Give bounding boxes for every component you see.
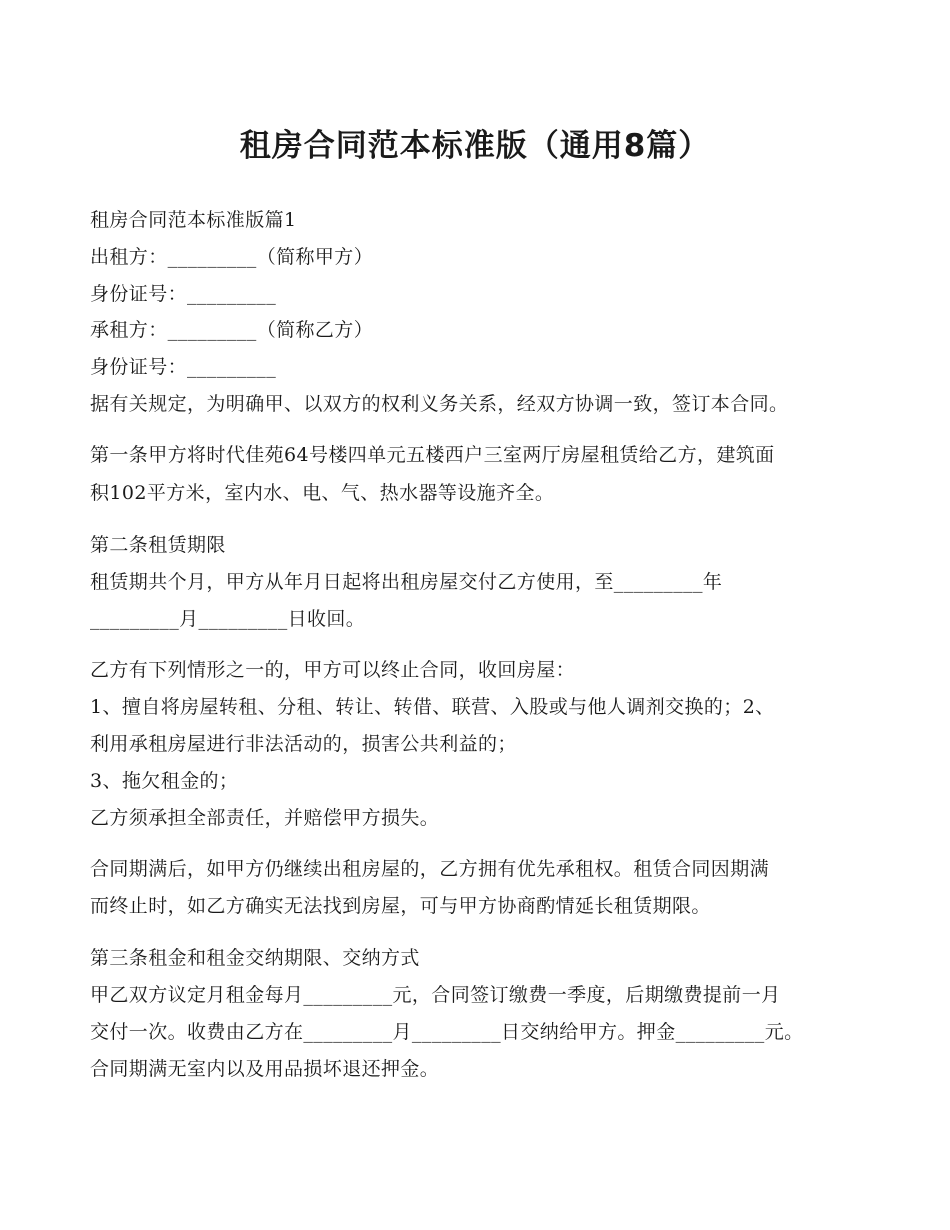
article-2-line-1: 租赁期共个月，甲方从年月日起将出租房屋交付乙方使用，至_________年 bbox=[90, 571, 723, 593]
lessor-line: 出租方：_________（简称甲方） bbox=[90, 246, 374, 268]
article-1-line-1: 第一条甲方将时代佳苑64号楼四单元五楼西户三室两厅房屋租赁给乙方，建筑面 bbox=[90, 444, 775, 466]
termination-clause-2-line: 利用承租房屋进行非法活动的，损害公共利益的； bbox=[90, 733, 517, 755]
article-3-line-2: 交付一次。收费由乙方在_________月_________日交纳给甲方。押金_________元。 bbox=[90, 1021, 804, 1043]
article-3-line-1: 甲乙双方议定月租金每月_________元，合同签订缴费一季度，后期缴费提前一月 bbox=[90, 984, 781, 1006]
document-title: 租房合同范本标准版（通用8篇） bbox=[239, 128, 711, 164]
preamble-line: 据有关规定，为明确甲、以双方的权利义务关系，经双方协调一致，签订本合同。 bbox=[90, 393, 789, 415]
termination-clause-3-line: 3、拖欠租金的； bbox=[90, 770, 239, 792]
lessee-line: 承租方：_________（简称乙方） bbox=[90, 319, 374, 341]
section-heading: 租房合同范本标准版篇1 bbox=[90, 209, 297, 231]
article-2-line-2: _________月_________日收回。 bbox=[90, 608, 366, 630]
liability-line: 乙方须承担全部责任，并赔偿甲方损失。 bbox=[90, 807, 440, 829]
renewal-line-1: 合同期满后，如甲方仍继续出租房屋的，乙方拥有优先承租权。租赁合同因期满 bbox=[90, 858, 770, 880]
termination-clause-1-line: 1、擅自将房屋转租、分租、转让、转借、联营、入股或与他人调剂交换的；2、 bbox=[90, 696, 775, 718]
termination-intro-line: 乙方有下列情形之一的，甲方可以终止合同，收回房屋： bbox=[90, 659, 576, 681]
article-1-line-2: 积102平方米，室内水、电、气、热水器等设施齐全。 bbox=[90, 482, 555, 504]
lessor-id-line: 身份证号：_________ bbox=[90, 283, 277, 305]
article-2-heading: 第二条租赁期限 bbox=[90, 534, 226, 556]
article-3-heading: 第三条租金和租金交纳期限、交纳方式 bbox=[90, 947, 420, 969]
lessee-id-line: 身份证号：_________ bbox=[90, 356, 277, 378]
renewal-line-2: 而终止时，如乙方确实无法找到房屋，可与甲方协商酌情延长租赁期限。 bbox=[90, 895, 711, 917]
article-3-line-3: 合同期满无室内以及用品损坏退还押金。 bbox=[90, 1058, 440, 1080]
